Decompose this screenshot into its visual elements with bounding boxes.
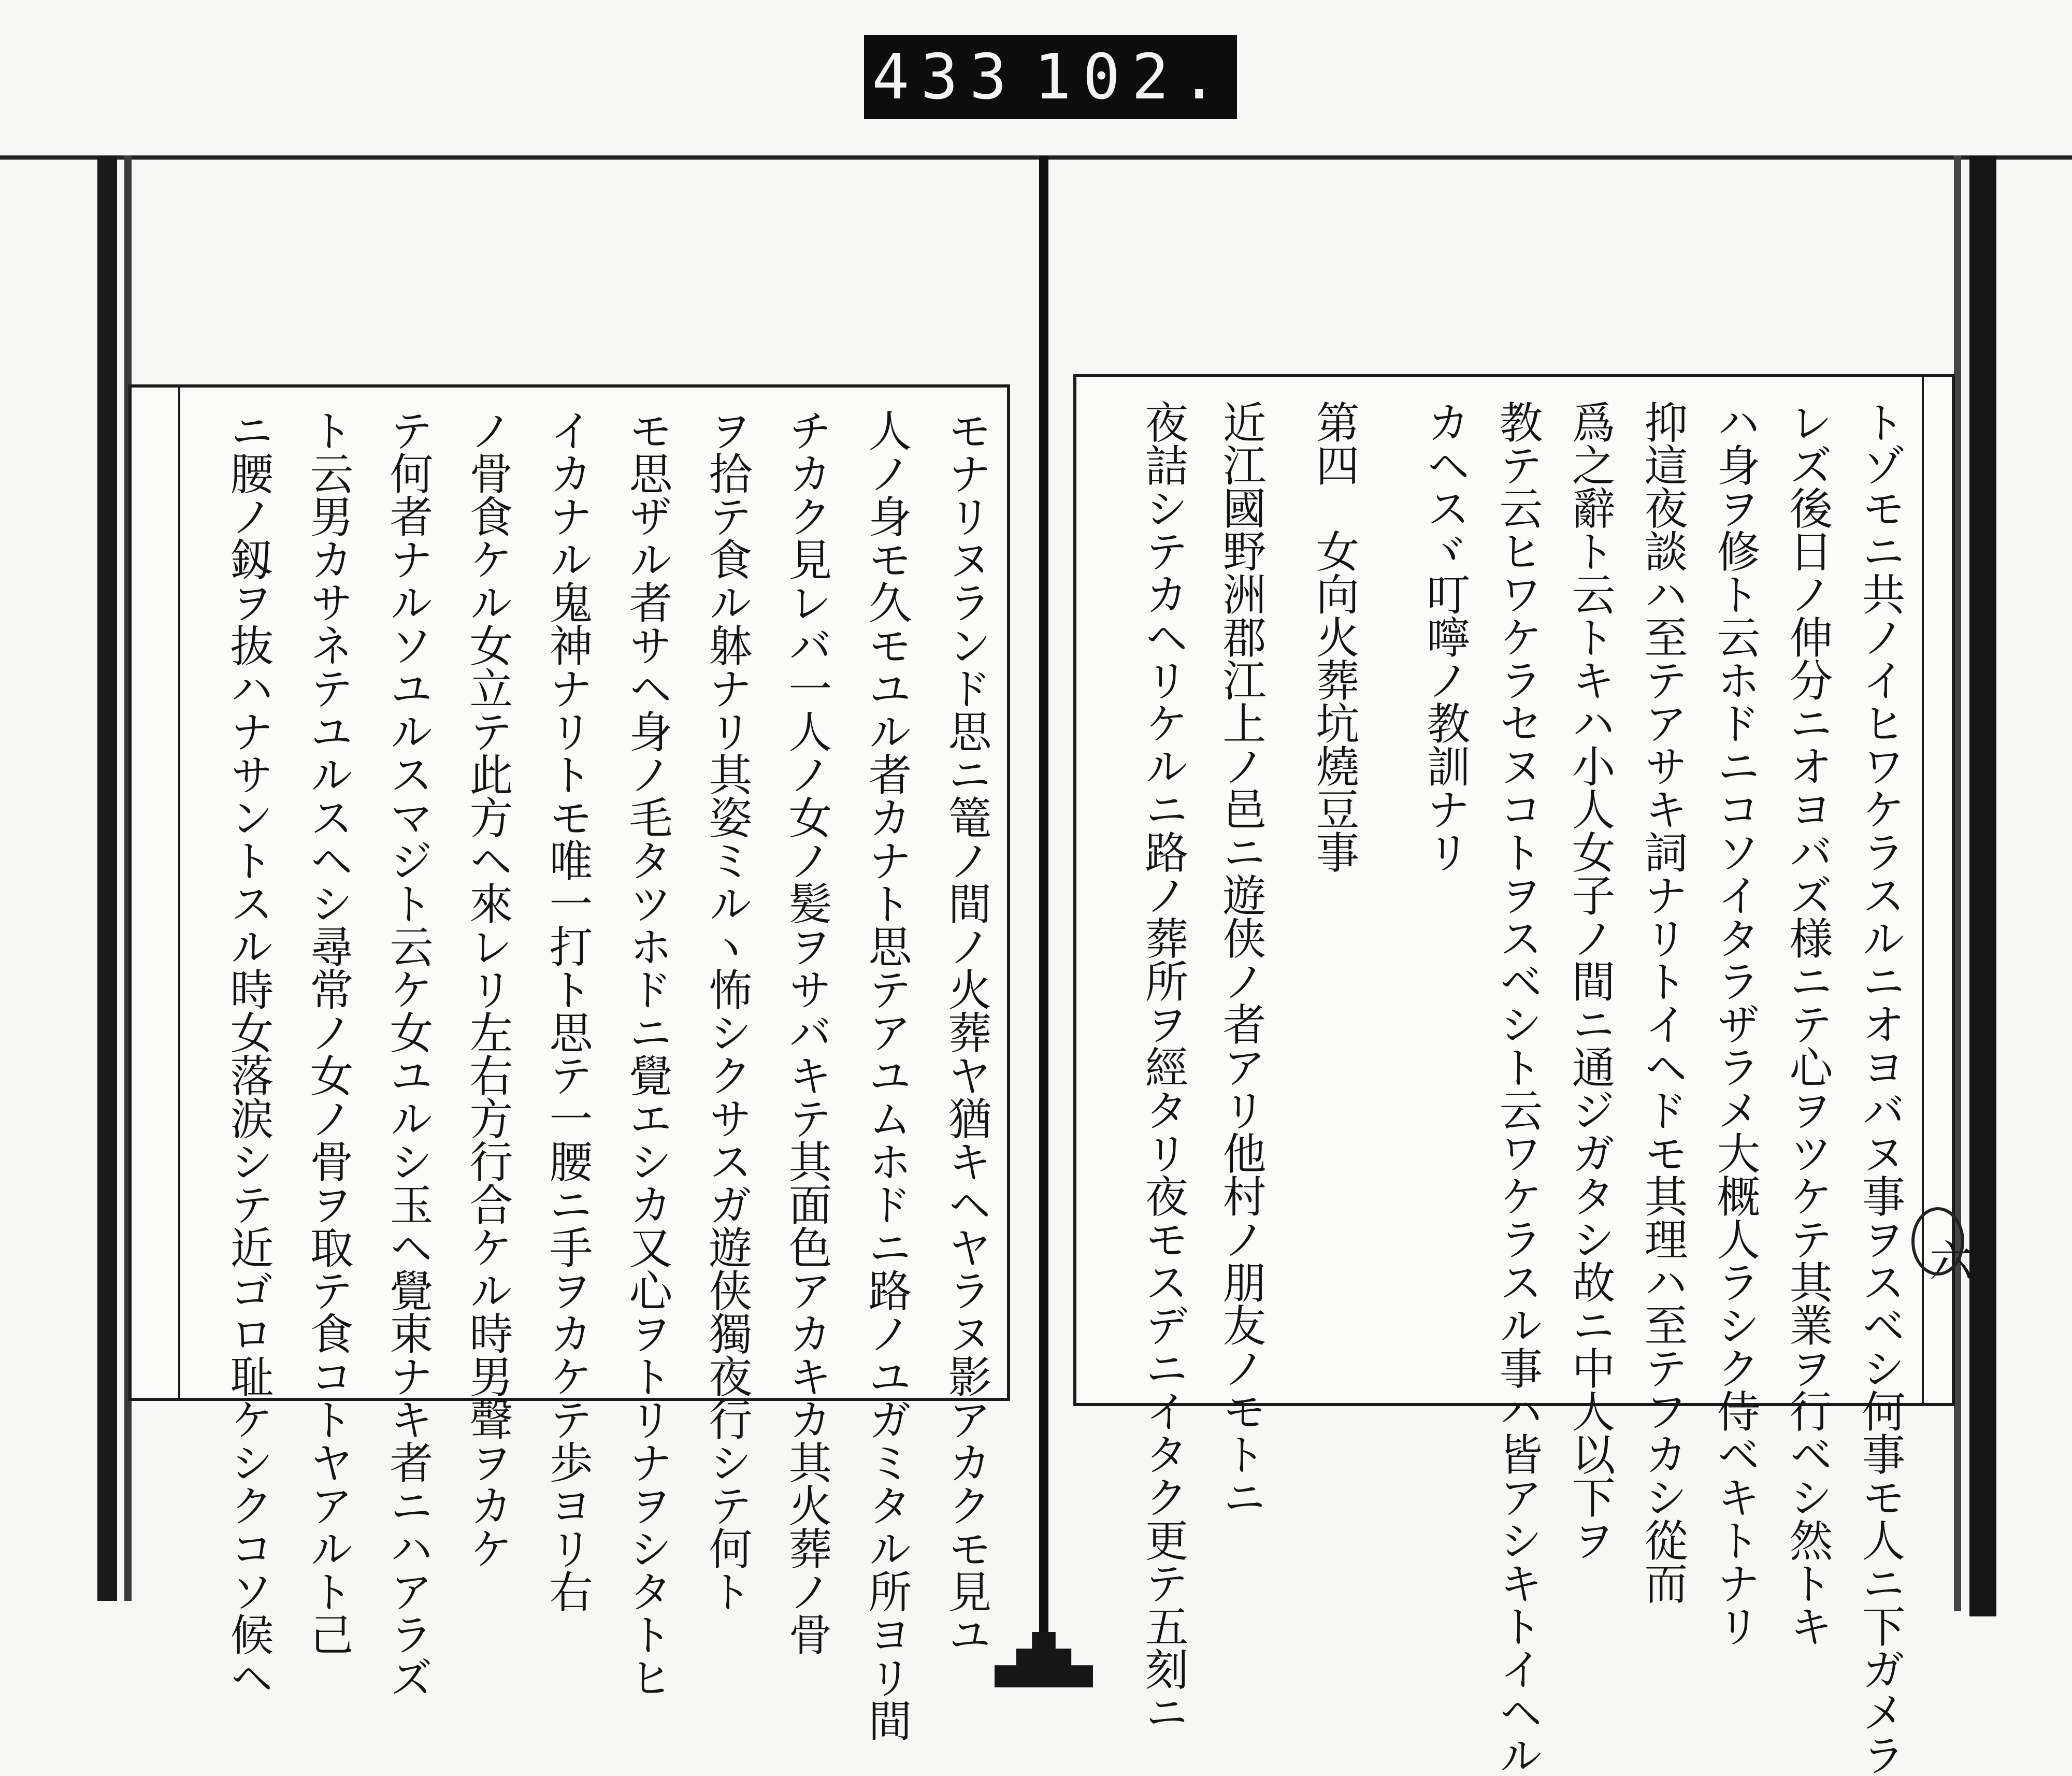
right-text-column: トゾモニ共ノイヒワケラスルニオヨバヌ事ヲスベシ何事モ人ニ下ガメラ: [1855, 400, 1906, 1776]
left-text-column: ニ腰ノ釼ヲ抜ハナサントスル時女落涙シテ近ゴロ耻ケシクコソ候ヘ: [223, 408, 274, 1698]
left-text-column: チカク見レバ一人ノ女ノ髪ヲサバキテ其面色アカキカ其火葬ノ骨: [782, 408, 832, 1655]
left-text-column: ヲ拾テ食ル躰ナリ其姿ミルヽ怖シクサスガ遊侠獨夜行シテ何ト: [702, 408, 753, 1612]
left-text-column: ト云男カサネテユルスヘシ尋常ノ女ノ骨ヲ取テ食コトヤアルト己: [303, 408, 354, 1655]
right-page-edge-inner: [1954, 155, 1961, 1611]
left-text-column: テ何者ナルソユルスマジト云ケ女ユルシ玉ヘ覺束ナキ者ニハアラズ: [383, 408, 434, 1698]
right-text-column: 教テ云ヒワケラセヌコトヲスベシト云ワケラスル事ハ皆アシキトイヘル: [1492, 400, 1543, 1776]
left-page-rule: [178, 388, 180, 1398]
left-text-column: モ思ザル者サヘ身ノ毛タツホドニ覺エシカ又心ヲトリナヲシタトヒ: [622, 408, 673, 1698]
book-gutter: [1039, 155, 1048, 1687]
right-page-text-block: [1073, 374, 1955, 1776]
scan-number-left: 433: [872, 41, 1018, 113]
right-text-column: レズ後日ノ伸分ニオヨバズ様ニテ心ヲツケテ其業ヲ行ベシ然トキ: [1782, 400, 1833, 1647]
left-text-column: イカナル鬼神ナリトモ唯一打ト思テ一腰ニ手ヲカケテ歩ヨリ右: [542, 408, 593, 1612]
right-leaf-ring: [1911, 1207, 1964, 1276]
left-text-column: ノ骨食ケル女立テ此方ヘ來レリ左右方行合ケル時男聲ヲカケ: [463, 408, 513, 1569]
right-text-column: カヘスヾ叮嚀ノ教訓ナリ: [1420, 400, 1471, 873]
scan-number-right: 102.: [1033, 41, 1229, 113]
right-text-column: ハ身ヲ修ト云ホドニコソイタラザラメ大概人ラシク侍ベキトナリ: [1710, 400, 1761, 1647]
book-stand: [995, 1632, 1093, 1687]
right-text-column: 近江國野洲郡江上ノ邑ニ遊侠ノ者アリ他村ノ朋友ノモトニ: [1216, 400, 1267, 1518]
left-text-column: 人ノ身モ久モユル者カナト思テアユムホドニ路ノユガミタル所ヨリ間: [861, 408, 912, 1741]
left-page-edge: [97, 155, 117, 1601]
scan-number-label: [864, 35, 1237, 119]
left-text-column: モナリヌランド思ニ篭ノ間ノ火葬ヤ猶キヘヤラヌ影アカクモ見ユ: [941, 408, 992, 1655]
right-text-column: 抑這夜談ハ至テアサキ詞ナリトイヘドモ其理ハ至テフカシ從而: [1637, 400, 1688, 1604]
chapter-heading: 第四 女向火葬坑燒豆事: [1309, 400, 1360, 873]
right-page-edge: [1969, 155, 1996, 1616]
right-text-column: 爲之辭ト云トキハ小人女子ノ間ニ通ジガタシ故ニ中人以下ヲ: [1565, 400, 1616, 1561]
right-text-column: 夜詰シテカヘリケルニ路ノ葬所ヲ經タリ夜モスデニイタク更テ五刻ニ: [1138, 400, 1189, 1733]
right-leaf-number: 六: [1922, 1238, 1973, 1282]
left-page-text-block: [128, 384, 1010, 1741]
book-top-edge: [0, 155, 2072, 160]
